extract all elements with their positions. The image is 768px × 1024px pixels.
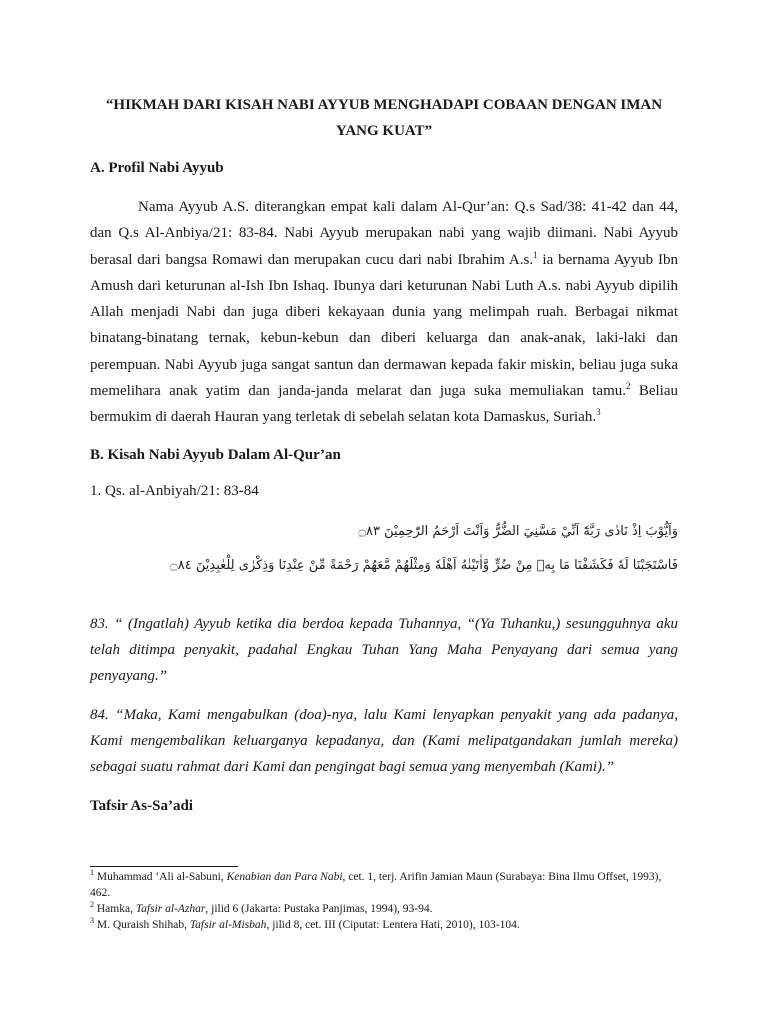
footnote-text: Hamka, xyxy=(94,903,136,915)
section-b-heading: B. Kisah Nabi Ayyub Dalam Al-Qur’an xyxy=(90,446,341,463)
footnote-ref-3[interactable]: 3 xyxy=(596,407,601,418)
profile-text-2: ia bernama Ayyub Ibn Amush dari keturunan al-Ish Ibn Ishaq. Ibunya dari keturunan Nabi Luth A.s. nabi Ayyub dipilih Allah menjadi Nabi dan juga diberi kekayaan dunia yang melimpah ruah. Berbagai nikmat binatang-binatang ternak, kebun-kebun dan diberi keluarga dan anak-anak, laki-laki dan perempuan. Nabi Ayyub juga sangat santun dan dermawan kepada fakir miskin, beliau juga suka memelihara anak yatim dan janda-janda melarat dan juga suka memuliakan tamu. xyxy=(90,251,678,400)
footnote-divider xyxy=(90,866,238,867)
footnote-text: , jilid 6 (Jakarta: Pustaka Panjimas, 1994), 93-94. xyxy=(205,903,433,915)
footnote-title: Tafsir al-Azhar xyxy=(135,903,206,915)
footnotes xyxy=(90,866,678,933)
footnote-text: , jilid 8, cet. III (Ciputat: Lentera Hati, 2010), 103-104. xyxy=(266,919,520,931)
translation-block xyxy=(90,611,678,781)
footnote-title: Tafsir al-Misbah xyxy=(189,919,267,931)
footnote-3 xyxy=(90,917,678,933)
profile-text-3: Beliau bermukim di daerah Hauran yang terletak di sebelah selatan kota Damaskus, Suriah. xyxy=(90,383,678,426)
footnote-num: 2 xyxy=(90,900,94,910)
translation-83: 83. “ (Ingatlah) Ayyub ketika dia berdoa kepada Tuhannya, “(Ya Tuhanku,) sesungguhnya aku telah ditimpa penyakit, padahal Engkau Tuhan Yang Maha Penyayang dari semua yang penyayang.” xyxy=(90,615,678,685)
footnote-text: Muhammad ‘Ali al-Sabuni, xyxy=(94,871,227,883)
profile-paragraph xyxy=(90,194,678,431)
footnote-ref-1[interactable]: 1 xyxy=(533,249,538,260)
footnote-num: 3 xyxy=(90,916,94,926)
surah-reference: 1. Qs. al-Anbiyah/21: 83-84 xyxy=(90,482,259,499)
document-page xyxy=(90,92,678,832)
footnote-1 xyxy=(90,869,678,901)
tafsir-heading: Tafsir As-Sa’adi xyxy=(90,798,193,815)
footnote-title: Kenabian dan Para Nabi xyxy=(226,871,343,883)
footnote-ref-2[interactable]: 2 xyxy=(626,381,631,392)
footnote-2 xyxy=(90,901,678,917)
document-title: “HIKMAH DARI KISAH NABI AYYUB MENGHADAPI COBAAN DENGAN IMAN YANG KUAT” xyxy=(105,97,663,139)
footnote-text: , cet. 1, terj. Arifin Jamian Maun (Surabaya: Bina Ilmu Offset, 1993), 462. xyxy=(90,871,662,899)
profile-text-1: Nama Ayyub A.S. diterangkan empat kali dalam Al-Qur’an: Q.s Sad/38: 41-42 dan 44, dan Q.s Al-Anbiya/21: 83-84. Nabi Ayyub merupakan nabi yang wajib diimani. Nabi Ayyub berasal dari bangsa Romawi dan merupakan cucu dari nabi Ibrahim A.s. xyxy=(90,199,678,268)
translation-84: 84. “Maka, Kami mengabulkan (doa)-nya, lalu Kami lenyapkan penyakit yang ada padanya, Kami mengembalikan keluarganya kepadanya, dan (Kami melipatgandakan jumlah mereka) sebagai suatu rahmat dari Kami dan pengingat bagi semua yang menyembah (Kami).” xyxy=(90,706,678,776)
section-a-heading: A. Profil Nabi Ayyub xyxy=(90,160,224,176)
arabic-verse-83: وَاَيُّوْبَ اِذْ نَادٰى رَبَّهٗٓ اَنِّيْ مَسَّنِيَ الضُّرُّ وَاَنْتَ اَرْحَمُ الرّٰحِمِيْنَ ۝٨٣ xyxy=(358,523,678,539)
footnote-text: M. Quraish Shihab, xyxy=(94,919,190,931)
arabic-verse-84: فَاسْتَجَبْنَا لَهٗ فَكَشَفْنَا مَا بِهٖ مِنْ ضُرٍّ وَّاٰتَيْنٰهُ اَهْلَهٗ وَمِثْلَهُمْ مَّعَهُمْ رَحْمَةً مِّنْ عِنْدِنَا وَذِكْرٰى لِلْعٰبِدِيْنَ ۝٨٤ xyxy=(170,557,678,573)
footnote-num: 1 xyxy=(90,868,94,878)
